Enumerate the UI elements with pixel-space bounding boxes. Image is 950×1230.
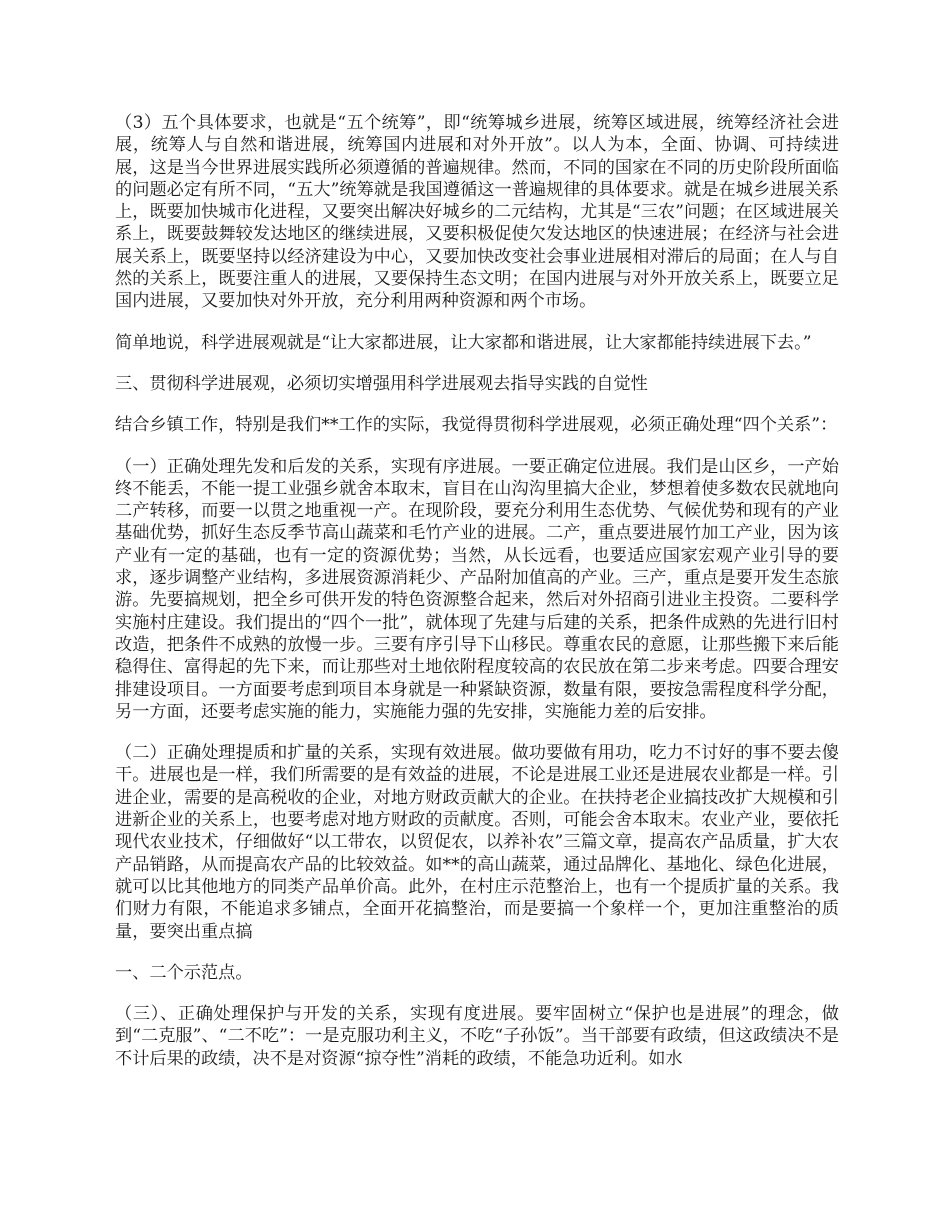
paragraph-relation-two: （二）正确处理提质和扩量的关系，实现有效进展。做功要做有用功，吃力不讨好的事不要去傻干。进展也是一样，我们所需要的是有效益的进展，不论是进展工业还是进展农业都是一样。引进企业，需要的是高税收的企业，对地方财政贡献大的企业。在扶持老企业搞技改扩大规模和引进新企业的关系上，也要考虑对地方财政的贡献度。否则，可能会舍本取末。农业产业，要依托现代农业技术，仔细做好“以工带农，以贸促农，以养补农”三篇文章，提高农产品质量，扩大农产品销路，从而提高农产品的比较效益。如**的高山蔬菜，通过品牌化、基地化、绿色化进展，就可以比其他地方的同类产品单价高。此外，在村庄示范整治上，也有一个提质扩量的关系。我们财力有限，不能追求多铺点，全面开花搞整治，而是要搞一个象样一个，更加注重整治的质量，要突出重点搞 bbox=[115, 743, 839, 942]
section-heading-three: 三、贯彻科学进展观，必须切实增强用科学进展观去指导实践的自觉性 bbox=[115, 373, 648, 394]
paragraph-relation-one: （一）正确处理先发和后发的关系，实现有序进展。一要正确定位进展。我们是山区乡，一产始终不能丢，不能一提工业强乡就舍本取末，盲目在山沟沟里搞大企业，梦想着使多数农民就地向二产转移，而要一以贯之地重视一产。在现阶段，要充分利用生态优势、气候优势和现有的产业基础优势，抓好生态反季节高山蔬菜和毛竹产业的进展。二产，重点要进展竹加工产业，因为该产业有一定的基础，也有一定的资源优势；当然，从长远看，也要适应国家宏观产业引导的要求，逐步调整产业结构，多进展资源消耗少、产品附加值高的产业。三产，重点是要开发生态旅游。先要搞规划，把全乡可供开发的特色资源整合起来，然后对外招商引进业主投资。二要科学实施村庄建设。我们提出的“四个一批”，就体现了先建与后建的关系，把条件成熟的先进行旧村改造，把条件不成熟的放慢一步。三要有序引导下山移民。尊重农民的意愿，让那些搬下来后能稳得住、富得起的先下来，而让那些对土地依附程度较高的农民放在第二步来考虑。四要合理安排建设项目。一方面要考虑到项目本身就是一种紧缺资源，数量有限，要按急需程度科学分配，另一方面，还要考虑实施的能力，实施能力强的先安排，实施能力差的后安排。 bbox=[115, 456, 839, 722]
paragraph-four-relations-intro: 结合乡镇工作，特别是我们**工作的实际，我觉得贯彻科学进展观，必须正确处理“四个关系”： bbox=[115, 415, 838, 436]
paragraph-demo-points: 一、二个示范点。 bbox=[115, 962, 253, 983]
paragraph-five-coordinations: （3）五个具体要求，也就是“五个统筹”，即“统筹城乡进展，统筹区域进展，统筹经济社会进展，统筹人与自然和谐进展，统筹国内进展和对外开放”。以人为本，全面、协调、可持续进展，这是当今世界进展实践所必须遵循的普遍规律。然而，不同的国家在不同的历史阶段所面临的问题必定有所不同，“五大”统筹就是我国遵循这一普遍规律的具体要求。就是在城乡进展关系上，既要加快城市化进程，又要突出解决好城乡的二元结构，尤其是“三农”问题；在区域进展关系上，既要鼓舞较发达地区的继续进展，又要积极促使欠发达地区的快速进展；在经济与社会进展关系上，既要坚持以经济建设为中心，又要加快改变社会事业进展相对滞后的局面；在人与自然的关系上，既要注重人的进展，又要保持生态文明；在国内进展与对外开放关系上，既要立足国内进展，又要加快对外开放，充分利用两种资源和两个市场。 bbox=[115, 113, 839, 312]
paragraph-simple-summary: 简单地说，科学进展观就是“让大家都进展，让大家都和谐进展，让大家都能持续进展下去。” bbox=[115, 332, 812, 353]
paragraph-relation-three: （三）、正确处理保护与开发的关系，实现有度进展。要牢固树立“保护也是进展”的理念，做到“二克服”、“二不吃”：一是克服功利主义，不吃“子孙饭”。当干部要有政绩，但这政绩决不是不计后果的政绩，决不是对资源“掠夺性”消耗的政绩，不能急功近利。如水 bbox=[115, 1004, 839, 1069]
document-body bbox=[115, 112, 839, 1089]
